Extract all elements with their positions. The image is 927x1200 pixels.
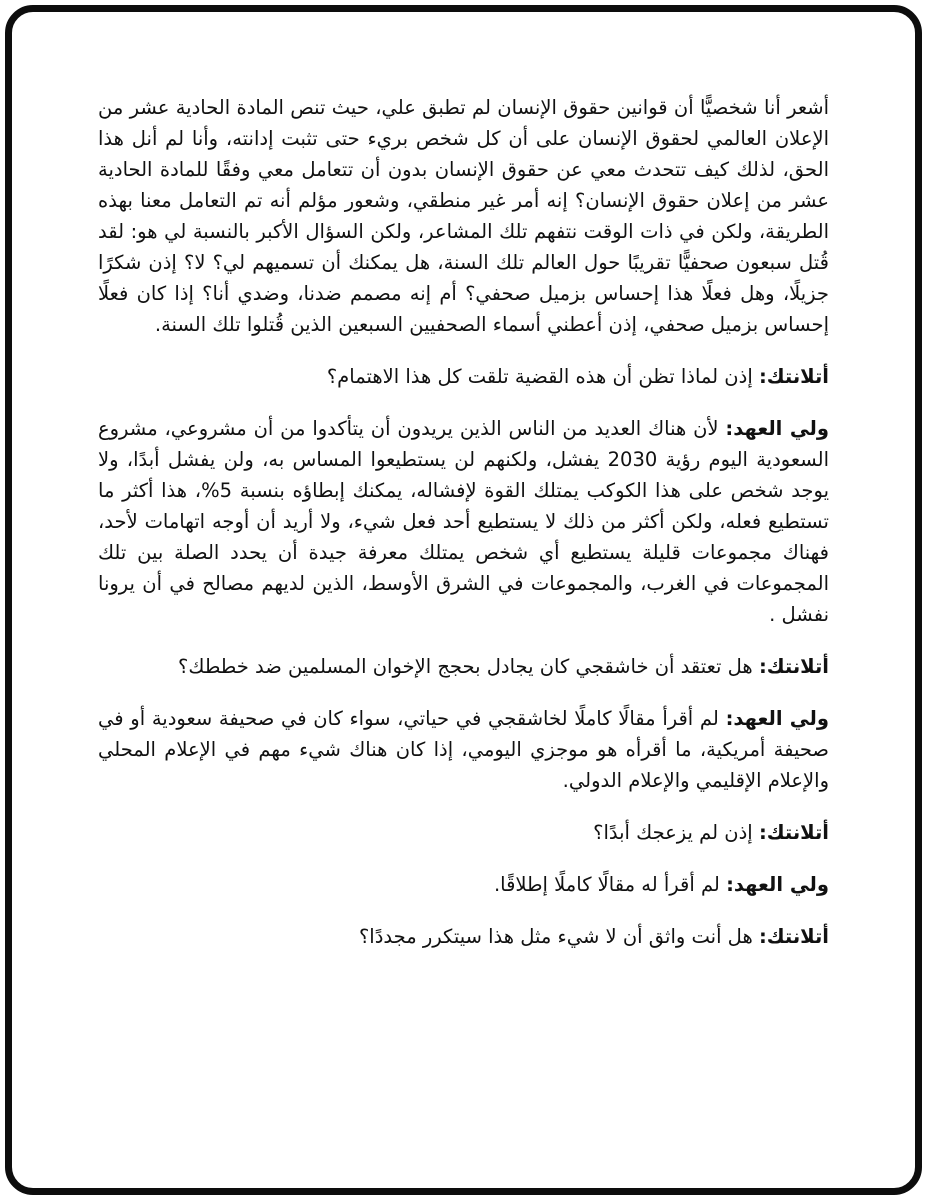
paragraph bbox=[98, 413, 829, 630]
speaker-label: ولي العهد: bbox=[725, 707, 829, 730]
paragraph-text: لم أقرأ له مقالًا كاملًا إطلاقًا. bbox=[493, 873, 720, 896]
paragraph-text: هل تعتقد أن خاشقجي كان يجادل بحجج الإخوان المسلمين ضد خططك؟ bbox=[178, 655, 753, 678]
paragraph bbox=[98, 651, 829, 682]
speaker-label: ولي العهد: bbox=[726, 873, 829, 896]
paragraph-text: هل أنت واثق أن لا شيء مثل هذا سيتكرر مجددًا؟ bbox=[358, 925, 753, 948]
paragraph bbox=[98, 921, 829, 952]
paragraph bbox=[98, 703, 829, 796]
speaker-label: أتلانتك: bbox=[758, 365, 829, 388]
paragraph-text: إذن لم يزعجك أبدًا؟ bbox=[593, 821, 753, 844]
speaker-label: أتلانتك: bbox=[758, 925, 829, 948]
paragraph-text: إذن لماذا تظن أن هذه القضية تلقت كل هذا الاهتمام؟ bbox=[326, 365, 753, 388]
paragraph-text: أشعر أنا شخصيًّا أن قوانين حقوق الإنسان لم تطبق علي، حيث تنص المادة الحادية عشر من الإعلان العالمي لحقوق الإنسان على أن كل شخص بريء حتى تثبت إدانته، وأنا لم أنل هذا الحق، لذلك كيف تتحدث معي عن حقوق الإنسان بدون أن تتعامل معي وفقًا للمادة الحادية عشر من إعلان حقوق الإنسان؟ إنه أمر غير منطقي، وشعور مؤلم أنه تم التعامل معنا بهذه الطريقة، ولكن في ذات الوقت نتفهم تلك المشاعر، ولكن السؤال الأكبر بالنسبة لي هو: لقد قُتل سبعون صحفيًّا تقريبًا حول العالم تلك السنة، هل يمكنك أن تسميهم لي؟ لا؟ إذن شكرًا جزيلًا، وهل فعلًا هذا إحساس بزميل صحفي؟ أم إنه مصمم ضدنا، وضدي أنا؟ إذا كان فعلًا إحساس بزميل صحفي، إذن أعطني أسماء الصحفيين السبعين الذين قُتلوا تلك السنة. bbox=[98, 96, 829, 336]
paragraph bbox=[98, 92, 829, 340]
paragraph bbox=[98, 361, 829, 392]
speaker-label: أتلانتك: bbox=[758, 821, 829, 844]
paragraph-text: لأن هناك العديد من الناس الذين يريدون أن يتأكدوا من أن مشروعي، مشروع السعودية اليوم رؤية 2030 يفشل، ولكنهم لن يستطيعوا المساس به، ولن يفشل أبدًا، ولا يوجد شخص على هذا الكوكب يمتلك القوة لإفشاله، يمكنك إبطاؤه بنسبة 5%، هذا أكثر ما تستطيع فعله، ولكن أكثر من ذلك لا يستطيع أحد فعل شيء، ولا أريد أن أوجه اتهامات لأحد، فهناك مجموعات قليلة يستطيع أي شخص يمتلك معرفة جيدة أن يحدد الصلة بين تلك المجموعات في الغرب، والمجموعات في الشرق الأوسط، الذين لديهم مصالح في أن يرونا نفشل . bbox=[98, 417, 829, 626]
document-page bbox=[98, 92, 829, 973]
speaker-label: ولي العهد: bbox=[725, 417, 829, 440]
paragraph-text: لم أقرأ مقالًا كاملًا لخاشقجي في حياتي، سواء كان في صحيفة سعودية أو في صحيفة أمريكية، ما أقرأه هو موجزي اليومي، إذا كان هناك شيء مهم في الإعلام المحلي والإعلام الإقليمي والإعلام الدولي. bbox=[98, 707, 829, 792]
paragraph bbox=[98, 869, 829, 900]
paragraph bbox=[98, 817, 829, 848]
speaker-label: أتلانتك: bbox=[758, 655, 829, 678]
